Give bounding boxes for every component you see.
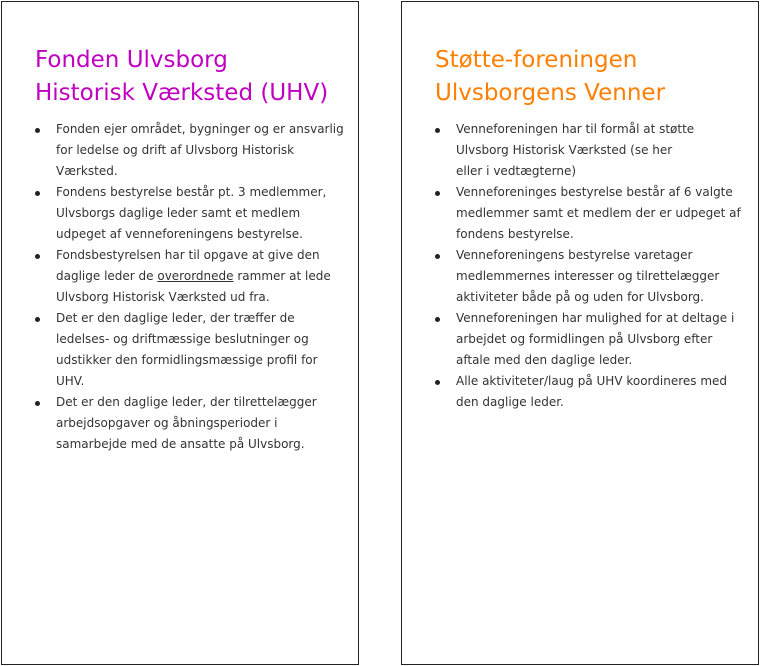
fonden-panel bbox=[1, 1, 359, 665]
fonden-bullet-list bbox=[2, 119, 342, 455]
bullet-icon bbox=[35, 191, 40, 196]
list-item-text: Fonden ejer området, bygninger og er ansvarlig bbox=[56, 122, 344, 136]
venneforening-panel bbox=[401, 1, 759, 665]
bullet-icon bbox=[435, 317, 440, 322]
bullet-icon bbox=[35, 254, 40, 259]
bullet-icon bbox=[35, 128, 40, 133]
fonden-title bbox=[35, 44, 328, 110]
list-item bbox=[2, 245, 342, 308]
bullet-icon bbox=[435, 128, 440, 133]
list-item-text: aktiviteter både på og uden for Ulvsborg. bbox=[456, 290, 704, 304]
list-item-text: Ulvsborg Historisk Værksted (se her bbox=[456, 143, 673, 157]
list-item bbox=[2, 308, 342, 392]
list-item-text: Alle aktiviteter/laug på UHV koordineres med bbox=[456, 374, 728, 388]
list-item-text: samarbejde med de ansatte på Ulvsborg. bbox=[56, 437, 305, 451]
bullet-icon bbox=[435, 254, 440, 259]
list-item-text: ledelses- og driftmæssige beslutninger og bbox=[56, 332, 309, 346]
list-item-text: Værksted. bbox=[56, 164, 118, 178]
list-item-text: arbejdsopgaver og åbningsperioder i bbox=[56, 416, 278, 430]
list-item-text: Ulvsborg Historisk Værksted ud fra. bbox=[56, 290, 270, 304]
list-item bbox=[2, 119, 342, 182]
list-item-text: arbejdet og formidlingen på Ulvsborg efter bbox=[456, 332, 713, 346]
list-item-text: UHV. bbox=[56, 374, 85, 388]
list-item-text: Fondens bestyrelse består pt. 3 medlemmer, bbox=[56, 185, 327, 199]
list-item bbox=[402, 182, 742, 245]
list-item bbox=[402, 119, 742, 182]
title-line: Ulvsborgens Venner bbox=[435, 80, 666, 106]
venneforening-bullet-list bbox=[402, 119, 742, 413]
bullet-icon bbox=[35, 401, 40, 406]
list-item-text: den daglige leder. bbox=[456, 395, 564, 409]
list-item-text: medlemmernes interesser og tilrettelægger bbox=[456, 269, 720, 283]
bullet-icon bbox=[435, 191, 440, 196]
list-item-text: Venneforeningens bestyrelse varetager bbox=[456, 248, 693, 262]
list-item-text: Venneforeninges bestyrelse består af 6 valgte bbox=[456, 185, 733, 199]
list-item bbox=[402, 308, 742, 371]
list-item bbox=[402, 371, 742, 413]
underlined-emphasis: overordnede bbox=[157, 269, 234, 283]
list-item-text: medlemmer samt et medlem der er udpeget af bbox=[456, 206, 741, 220]
title-line: Fonden Ulvsborg bbox=[35, 47, 228, 73]
bullet-icon bbox=[435, 380, 440, 385]
list-item-text: aftale med den daglige leder. bbox=[456, 353, 633, 367]
list-item-text: Fondsbestyrelsen har til opgave at give den bbox=[56, 248, 320, 262]
list-item-text: Venneforeningen har mulighed for at deltage i bbox=[456, 311, 735, 325]
list-item-text: daglige leder de overordnede rammer at lede bbox=[56, 269, 331, 283]
title-line: Historisk Værksted (UHV) bbox=[35, 80, 329, 106]
list-item bbox=[2, 182, 342, 245]
list-item-text: for ledelse og drift af Ulvsborg Historisk bbox=[56, 143, 295, 157]
list-item-text: eller i vedtægterne) bbox=[456, 164, 577, 178]
list-item bbox=[402, 245, 742, 308]
list-item-text: Venneforeningen har til formål at støtte bbox=[456, 122, 695, 136]
list-item-text: Det er den daglige leder, der tilrettelægger bbox=[56, 395, 317, 409]
list-item bbox=[2, 392, 342, 455]
list-item-text: udpeget af venneforeningens bestyrelse. bbox=[56, 227, 303, 241]
list-item-text: Det er den daglige leder, der træffer de bbox=[56, 311, 295, 325]
title-line: Støtte-foreningen bbox=[435, 47, 638, 73]
list-item-text: fondens bestyrelse. bbox=[456, 227, 574, 241]
list-item-text: Ulvsborgs daglige leder samt et medlem bbox=[56, 206, 301, 220]
list-item-text: udstikker den formidlingsmæssige profil for bbox=[56, 353, 318, 367]
venneforening-title bbox=[435, 44, 665, 110]
bullet-icon bbox=[35, 317, 40, 322]
